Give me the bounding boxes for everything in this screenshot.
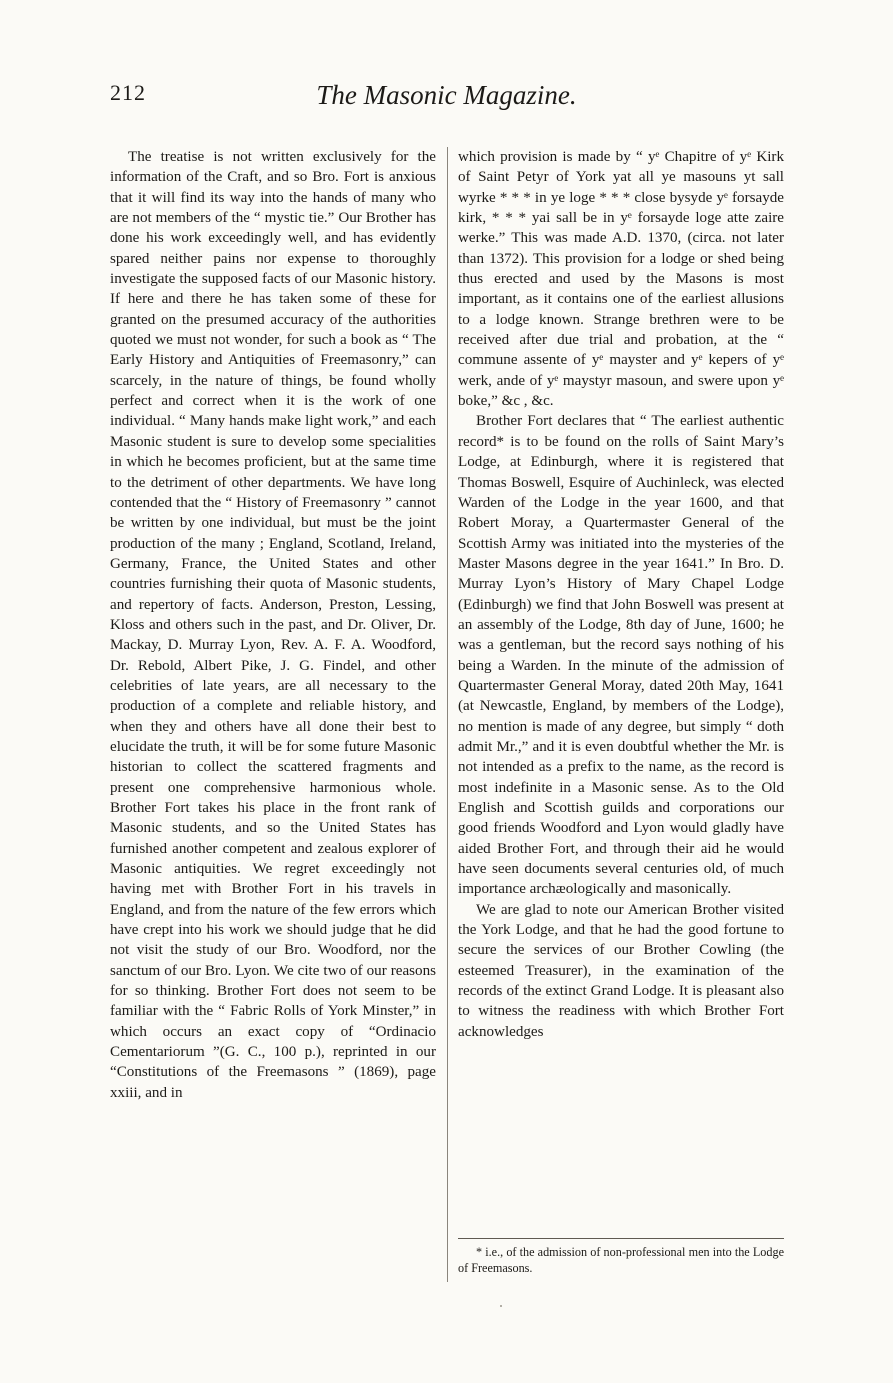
left-column <box>110 147 436 1103</box>
running-title: The Masonic Magazine. <box>316 80 577 110</box>
footnote-text: * i.e., of the admission of non-professional men into the Lodge of Freemasons. <box>458 1245 784 1275</box>
right-paragraph-2: Brother Fort declares that “ The earliest authentic record* is to be found on the rolls of Saint Mary’s Lodge, at Edinburgh, where it is registered that Thomas Boswell, Esquire of Auchinleck, was elected Warden of the Lodge in the year 1600, and that Robert Moray, a Quartermaster General of the Scottish Army was initiated into the mysteries of the Master Masons degree in the year 1641.” In Bro. D. Murray Lyon’s History of Mary Chapel Lodge (Edinburgh) we find that John Boswell was present at an assembly of the Lodge, 8th day of June, 1600; he was a gentleman, but the record says nothing of his being a Warden. In the minute of the admission of Quartermaster General Moray, dated 20th May, 1641 (at Newcastle, England, by members of the Lodge), no mention is made of any degree, but simply “ doth admit Mr.,” and it is even doubtful whether the Mr. is not intended as a prefix to the name, as the record is most indefinite in a Masonic sense. As to the Old English and Scottish guilds and corporations our good friends Woodford and Lyon would gladly have aided Brother Fort, and through their aid he would have seen documents several centuries old, of much importance archæologically and masonically. <box>458 413 784 898</box>
page-header <box>0 80 893 120</box>
page-number: 212 <box>110 80 146 105</box>
page-speck <box>500 1305 502 1307</box>
right-paragraph-3: We are glad to note our American Brother visited the York Lodge, and that he had the good fortune to secure the services of our Brother Cowling (the esteemed Treasurer), in the examination of the records of the extinct Grand Lodge. It is pleasant also to witness the readiness with which Brother Fort acknowledges <box>458 901 784 1040</box>
footnote-rule <box>458 1238 784 1239</box>
right-column <box>458 147 784 1042</box>
footnote <box>458 1244 784 1276</box>
right-paragraph-1: which provision is made by “ yᵉ Chapitre of yᵉ Kirk of Saint Petyr of York yat all ye masouns yt sall wyrke * * * in ye loge * * * close bysyde yᵉ forsayde kirk, * * * yai sall be in yᵉ forsayde loge atte zaire werke.” This was made A.D. 1370, (circa. not later than 1372). This provision for a lodge or shed being thus erected and used by the Masons is most important, as it contains one of the earliest allusions to a lodge known. Strange brethren were to be received after due trial and probation, at the “ commune assente of yᵉ mayster and yᵉ kepers of yᵉ werk, ande of yᵉ maystyr masoun, and swere upon yᵉ boke,” &c , &c. <box>458 149 784 410</box>
column-divider <box>447 147 448 1282</box>
left-paragraph-1: The treatise is not written exclusively for the information of the Craft, and so Bro. Fort is anxious that it will find its way into the hands of many who are not members of the “ mystic tie.” Our Brother has done his work exceedingly well, and has evidently spared neither pains nor expense to thoroughly investigate the supposed facts of our Masonic history. If here and there he has taken some of these for granted on the presumed accuracy of the authorities quoted we must not wonder, for such a book as “ The Early History and Antiquities of Freemasonry,” can scarcely, in the nature of things, be found wholly perfect and correct when it is the work of one individual. “ Many hands make light work,” and each Masonic student is sure to develop some specialities in which he becomes proficient, but at the same time to the detriment of other departments. We have long contended that the “ History of Freemasonry ” cannot be written by one individual, but must be the joint production of the many ; England, Scotland, Ireland, Germany, France, the United States and other countries furnishing their quota of Masonic students, and repertory of facts. Anderson, Preston, Lessing, Kloss and others such in the past, and Dr. Oliver, Dr. Mackay, D. Murray Lyon, Rev. A. F. A. Woodford, Dr. Rebold, Albert Pike, J. G. Findel, and other celebrities of late years, are all necessary to the production of a complete and reliable history, and when they and others have all done their best to elucidate the truth, it will be for some future Masonic historian to collect the scattered fragments and present one comprehensive harmonious whole. Brother Fort takes his place in the front rank of Masonic students, and so the United States has furnished another competent and zealous explorer of Masonic antiquities. We regret exceedingly not having met with Brother Fort in his travels in England, and from the nature of the few errors which have crept into his work we should judge that he did not visit the study of our Bro. Woodford, nor the sanctum of our Bro. Lyon. We cite two of our reasons for so thinking. Brother Fort does not seem to be familiar with the “ Fabric Rolls of York Minster,” in which occurs an exact copy of “Ordinacio Cementariorum ”(G. C., 100 p.), reprinted in our “Constitutions of the Freemasons ” (1869), page xxiii, and in <box>110 149 436 1101</box>
